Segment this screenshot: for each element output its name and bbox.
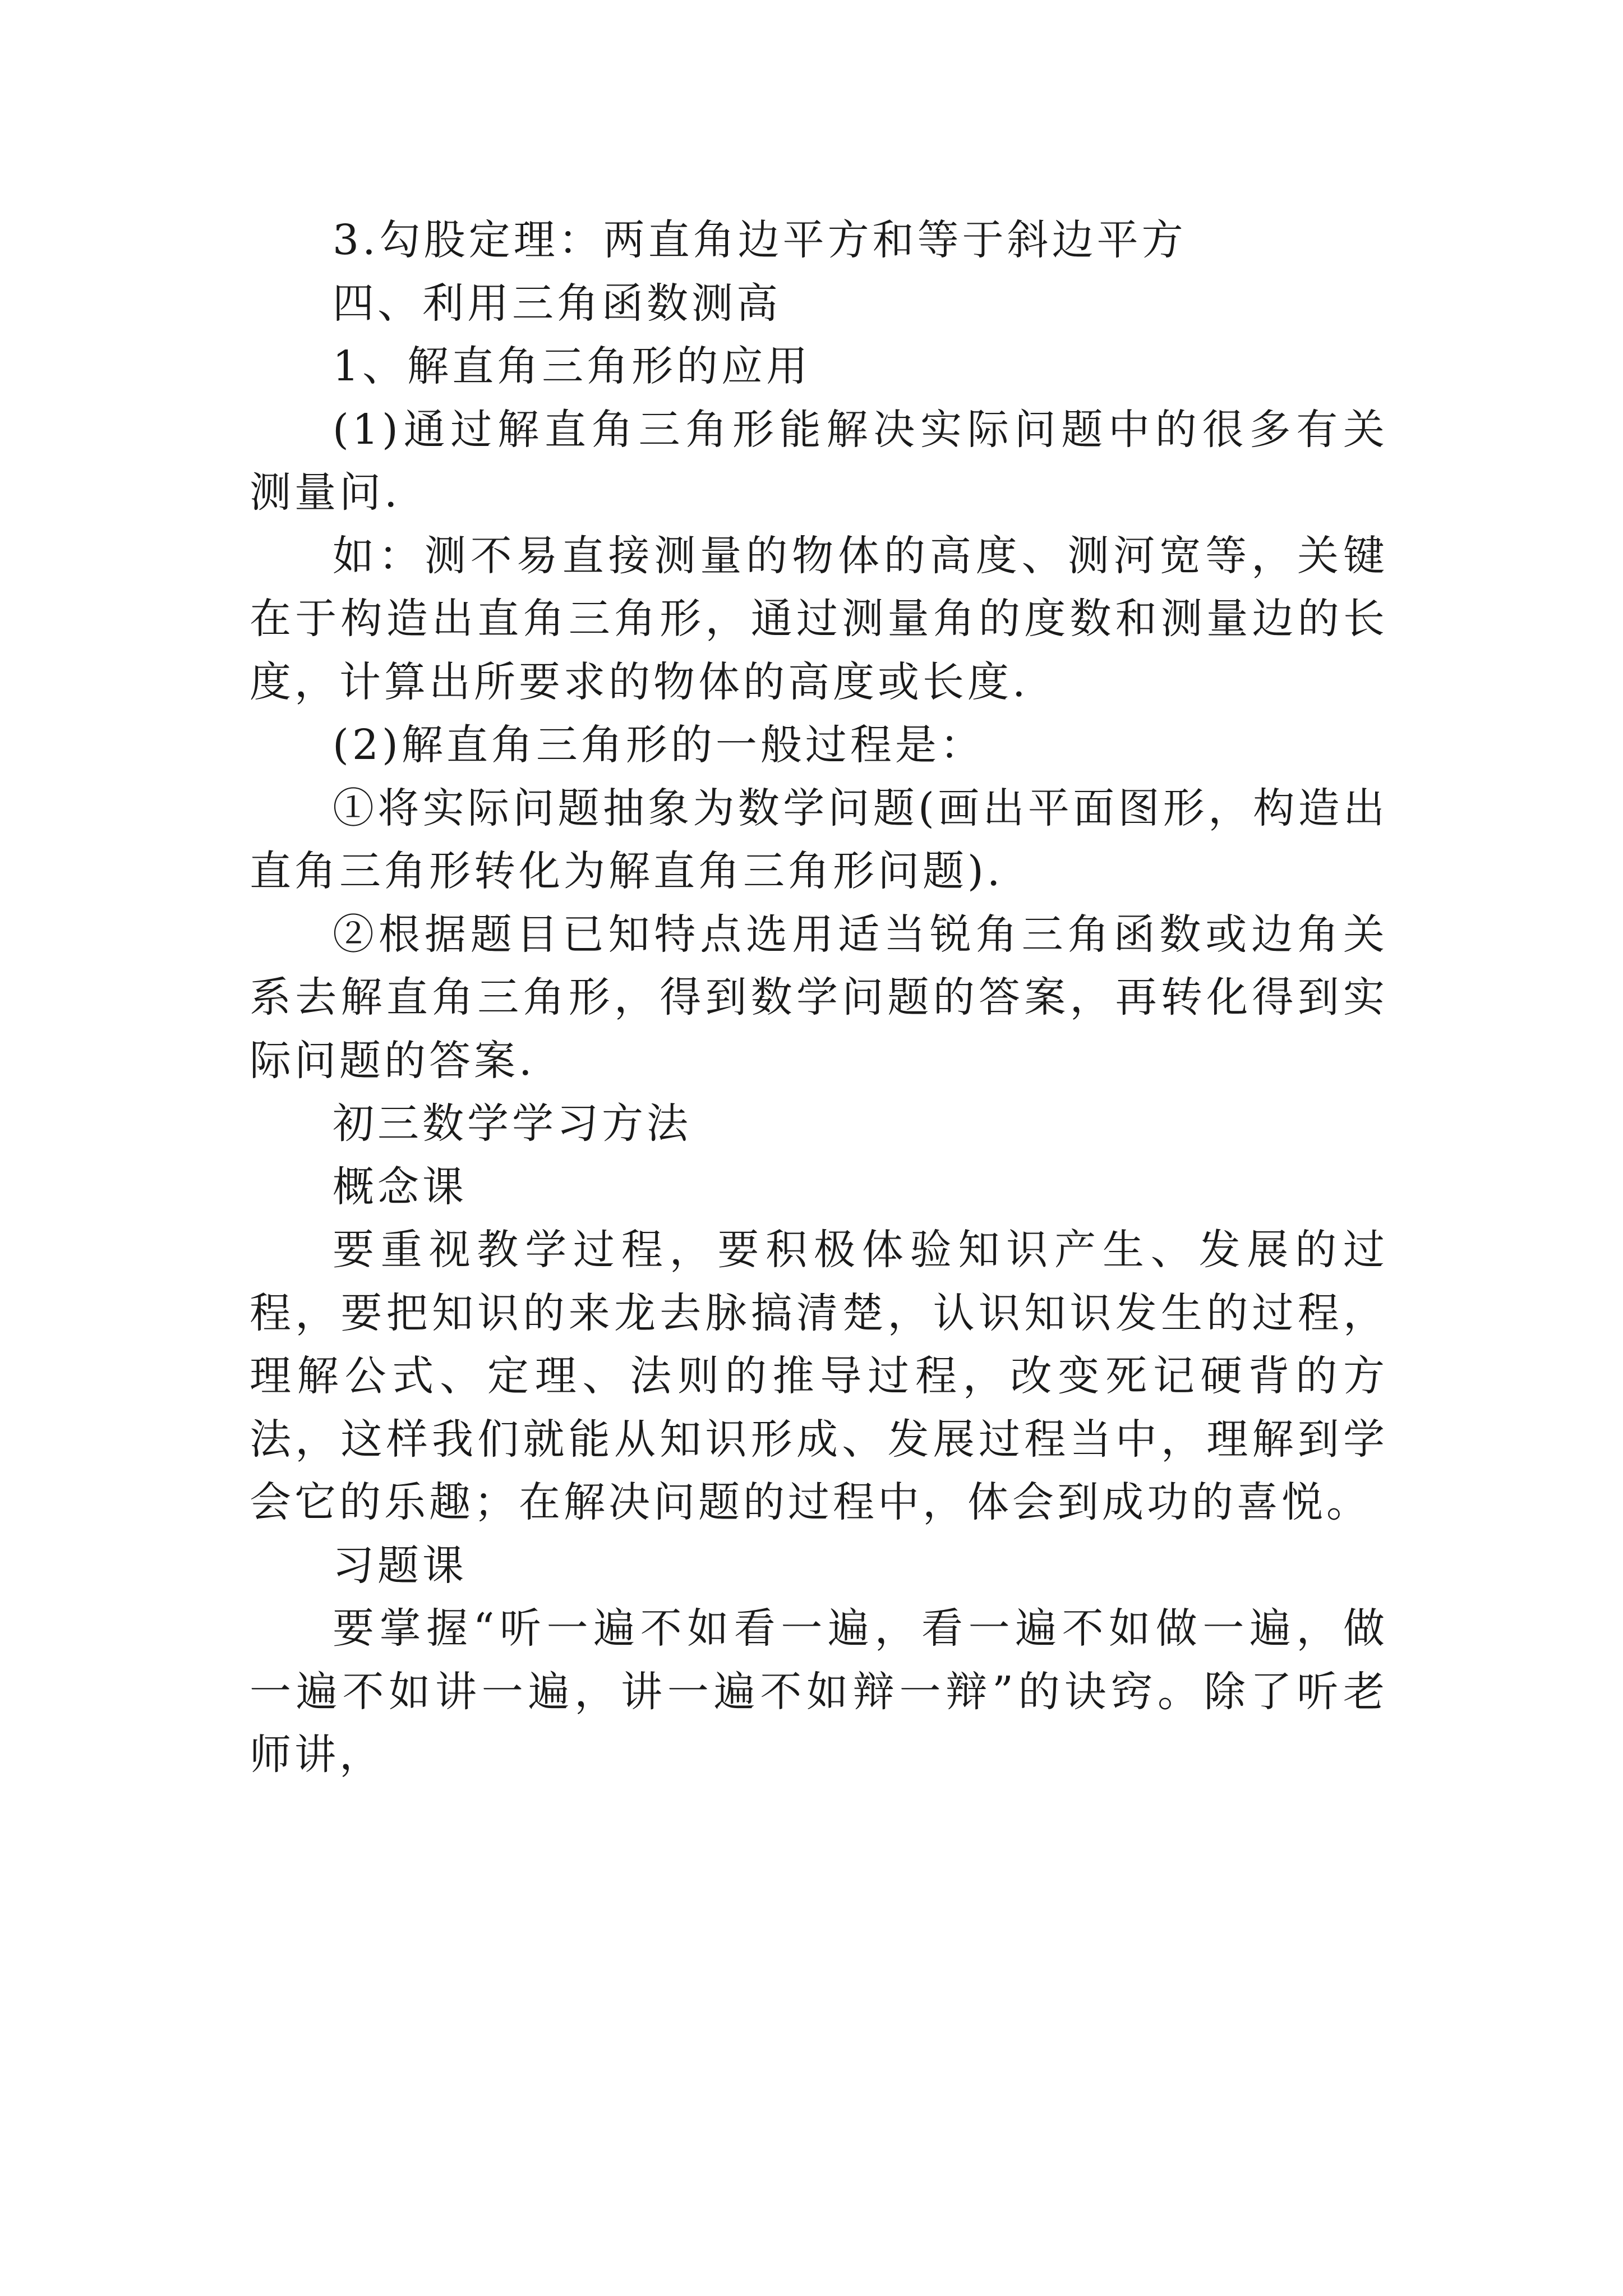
heading-concept-class: 概念课 [333, 1162, 467, 1211]
paragraph-concept-class: 要重视教学过程，要积极体验知识产生、发展的过程，要把知识的来龙去脉搞清楚，认识知识发生的过程，理解公式、定理、法则的推导过程，改变死记硬背的方法，这样我们就能从知识形成、发展过程当中，理解到学会它的乐趣；在解决问题的过程中，体会到成功的喜悦。 [250, 1226, 1388, 1526]
paragraph-pythagorean-theorem: 3.勾股定理：两直角边平方和等于斜边平方 [333, 216, 1187, 264]
paragraph-step-2: ②根据题目已知特点选用适当锐角三角函数或边角关系去解直角三角形，得到数学问题的答案，再转化得到实际问题的答案. [250, 910, 1388, 1085]
subheading-right-triangle-application: 1、解直角三角形的应用 [333, 342, 811, 390]
paragraph-exercise-class: 要掌握“听一遍不如看一遍，看一遍不如做一遍，做一遍不如讲一遍，讲一遍不如辩一辩”的诀窍。除了听老师讲， [250, 1604, 1388, 1779]
document-body [250, 209, 1388, 1787]
heading-exercise-class: 习题课 [333, 1541, 467, 1590]
paragraph-step-1: ①将实际问题抽象为数学问题(画出平面图形，构造出直角三角形转化为解直角三角形问题). [250, 784, 1388, 895]
paragraph-point-2: (2)解直角三角形的一般过程是： [333, 721, 985, 769]
heading-study-methods: 初三数学学习方法 [333, 1099, 691, 1148]
paragraph-example: 如：测不易直接测量的物体的高度、测河宽等，关键在于构造出直角三角形，通过测量角的度数和测量边的长度，计算出所要求的物体的高度或长度. [250, 531, 1388, 706]
section-heading-trig-height: 四、利用三角函数测高 [333, 279, 781, 328]
paragraph-point-1: (1)通过解直角三角形能解决实际问题中的很多有关测量问. [250, 405, 1388, 517]
